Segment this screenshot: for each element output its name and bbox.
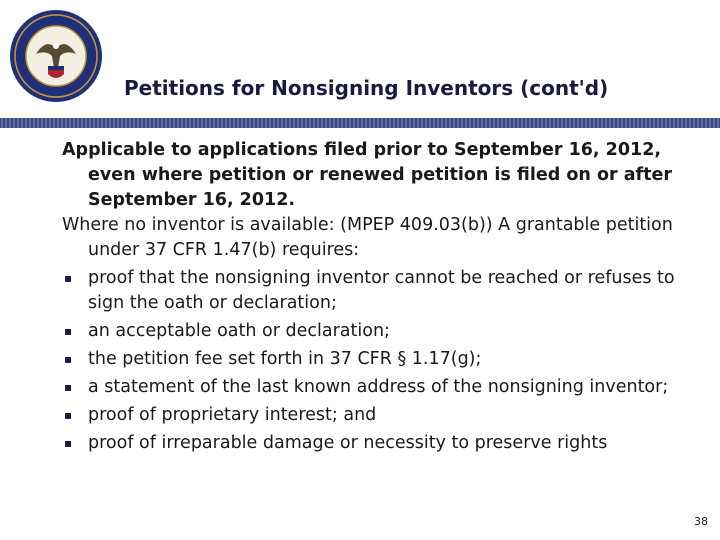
requirement-text: an acceptable oath or declaration; — [88, 321, 390, 341]
intro-paragraph: Applicable to applications filed prior to September 16, 2012, even where petition or renewed petition is filed on or after September 16, 2012. — [62, 140, 672, 210]
uspto-seal-icon — [8, 8, 104, 104]
requirement-text: proof that the nonsigning inventor cannot be reached or refuses to sign the oath or declaration; — [88, 268, 675, 313]
requirement-text: proof of irreparable damage or necessity to preserve rights — [88, 433, 608, 453]
square-bullet-icon: ▪ — [64, 380, 73, 394]
title-divider — [0, 118, 720, 128]
square-bullet-icon: ▪ — [64, 436, 73, 450]
requirement-text: a statement of the last known address of the nonsigning inventor; — [88, 377, 669, 397]
requirement-item — [62, 266, 692, 316]
square-bullet-icon: ▪ — [64, 271, 73, 285]
requirements-list — [62, 266, 692, 456]
requirement-item — [62, 375, 692, 400]
requirement-item — [62, 403, 692, 428]
requirement-item — [62, 347, 692, 372]
page-title: Petitions for Nonsigning Inventors (cont'd) — [124, 76, 609, 100]
slide-body — [62, 138, 692, 456]
requirement-lead-paragraph: Where no inventor is available: (MPEP 409.03(b)) A grantable petition under 37 CFR 1.47(b) requires: — [62, 215, 673, 260]
requirement-item — [62, 319, 692, 344]
page-number: 38 — [694, 515, 708, 528]
square-bullet-icon: ▪ — [64, 352, 73, 366]
requirement-item — [62, 431, 692, 456]
square-bullet-icon: ▪ — [64, 324, 73, 338]
requirement-text: proof of proprietary interest; and — [88, 405, 377, 425]
square-bullet-icon: ▪ — [64, 408, 73, 422]
requirement-text: the petition fee set forth in 37 CFR § 1.17(g); — [88, 349, 482, 369]
